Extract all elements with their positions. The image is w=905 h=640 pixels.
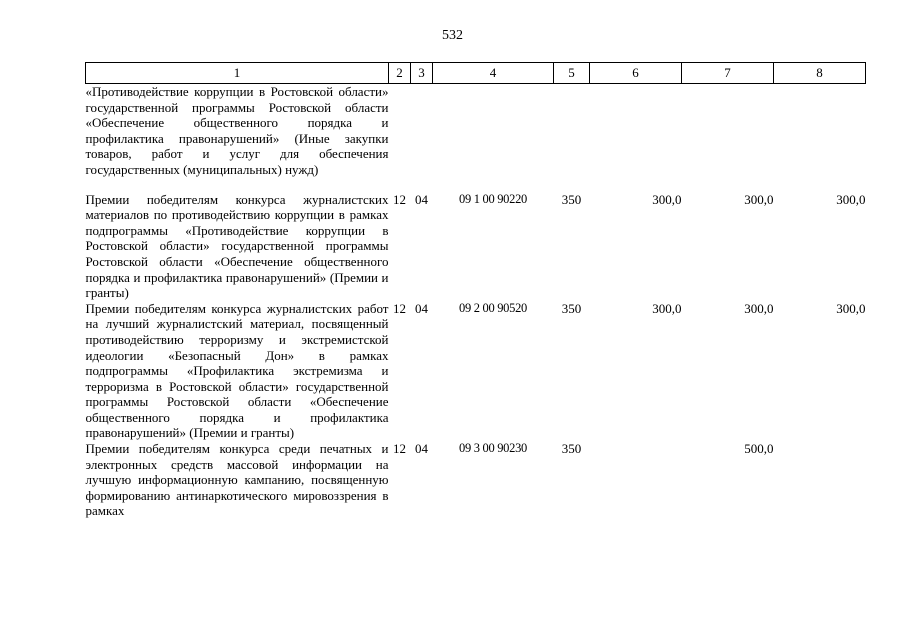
column-header-3: 3 [411, 63, 433, 84]
row-value-col6: 300,0 [652, 300, 682, 316]
table-row [86, 192, 866, 301]
row-value-col8: 300,0 [836, 191, 866, 207]
row-description: «Противодействие коррупции в Ростовской области» государственной программы Ростовской области «Обеспечение общественного порядка и профилактика правонарушений» (Иные закупки товаров, работ и услуг для обеспечения государственных (муниципальных) нужд) [85, 84, 389, 177]
row-value-col7: 300,0 [744, 191, 774, 207]
row-section: 12 [393, 441, 406, 457]
row-value-col6 [590, 84, 682, 192]
row-expense-type: 350 [561, 441, 582, 457]
row-subsection [411, 84, 433, 192]
column-header-5: 5 [554, 63, 590, 84]
row-value-col6 [590, 441, 682, 519]
row-value-col7: 500,0 [744, 441, 774, 457]
page-number: 532 [442, 28, 463, 43]
row-description: Премии победителям конкурса среди печатных и электронных средств массовой информации на лучшую информационную кампанию, посвященную формированию антинаркотического мировоззрения в рамках [85, 441, 389, 519]
budget-table [85, 62, 866, 519]
row-target-code: 09 2 00 90520 [459, 300, 527, 315]
column-header-4: 4 [433, 63, 554, 84]
row-expense-type: 350 [561, 191, 582, 207]
column-header-8: 8 [774, 63, 866, 84]
row-value-col6: 300,0 [652, 191, 682, 207]
row-section: 12 [393, 300, 406, 316]
column-header-1: 1 [86, 63, 389, 84]
row-target-code [433, 84, 554, 192]
column-header-7: 7 [682, 63, 774, 84]
row-value-col7 [682, 84, 774, 192]
column-header-2: 2 [389, 63, 411, 84]
row-value-col8: 300,0 [836, 300, 866, 316]
column-header-6: 6 [590, 63, 682, 84]
row-target-code: 09 1 00 90220 [459, 191, 527, 206]
row-target-code: 09 3 00 90230 [459, 441, 527, 456]
row-subsection: 04 [415, 441, 428, 457]
table-header-row [86, 63, 866, 84]
row-subsection: 04 [415, 300, 428, 316]
row-section [389, 84, 411, 192]
row-section: 12 [393, 191, 406, 207]
row-description: Премии победителям конкурса журналистских материалов по противодействию коррупции в рамках подпрограммы «Противодействие коррупции в Ростовской области» государственной программы Ростовской области «Обеспечение общественного порядка и профилактика правонарушений» (Премии и гранты) [85, 191, 389, 301]
row-value-col7: 300,0 [744, 300, 774, 316]
row-expense-type [554, 84, 590, 192]
row-description: Премии победителям конкурса журналистских работ на лучший журналистский материал, посвященный противодействию терроризму и экстремистской идеологии «Безопасный Дон» в рамках подпрограммы «Профилактика экстремизма и терроризма в Ростовской области» государственной программы Ростовской области «Обеспечение общественного порядка и профилактика правонарушений» (Премии и гранты) [85, 300, 389, 441]
row-expense-type: 350 [561, 300, 582, 316]
table-row [86, 301, 866, 441]
table-row [86, 84, 866, 192]
row-value-col8 [774, 84, 866, 192]
table-row [86, 441, 866, 519]
row-subsection: 04 [415, 191, 428, 207]
row-value-col8 [774, 441, 866, 519]
